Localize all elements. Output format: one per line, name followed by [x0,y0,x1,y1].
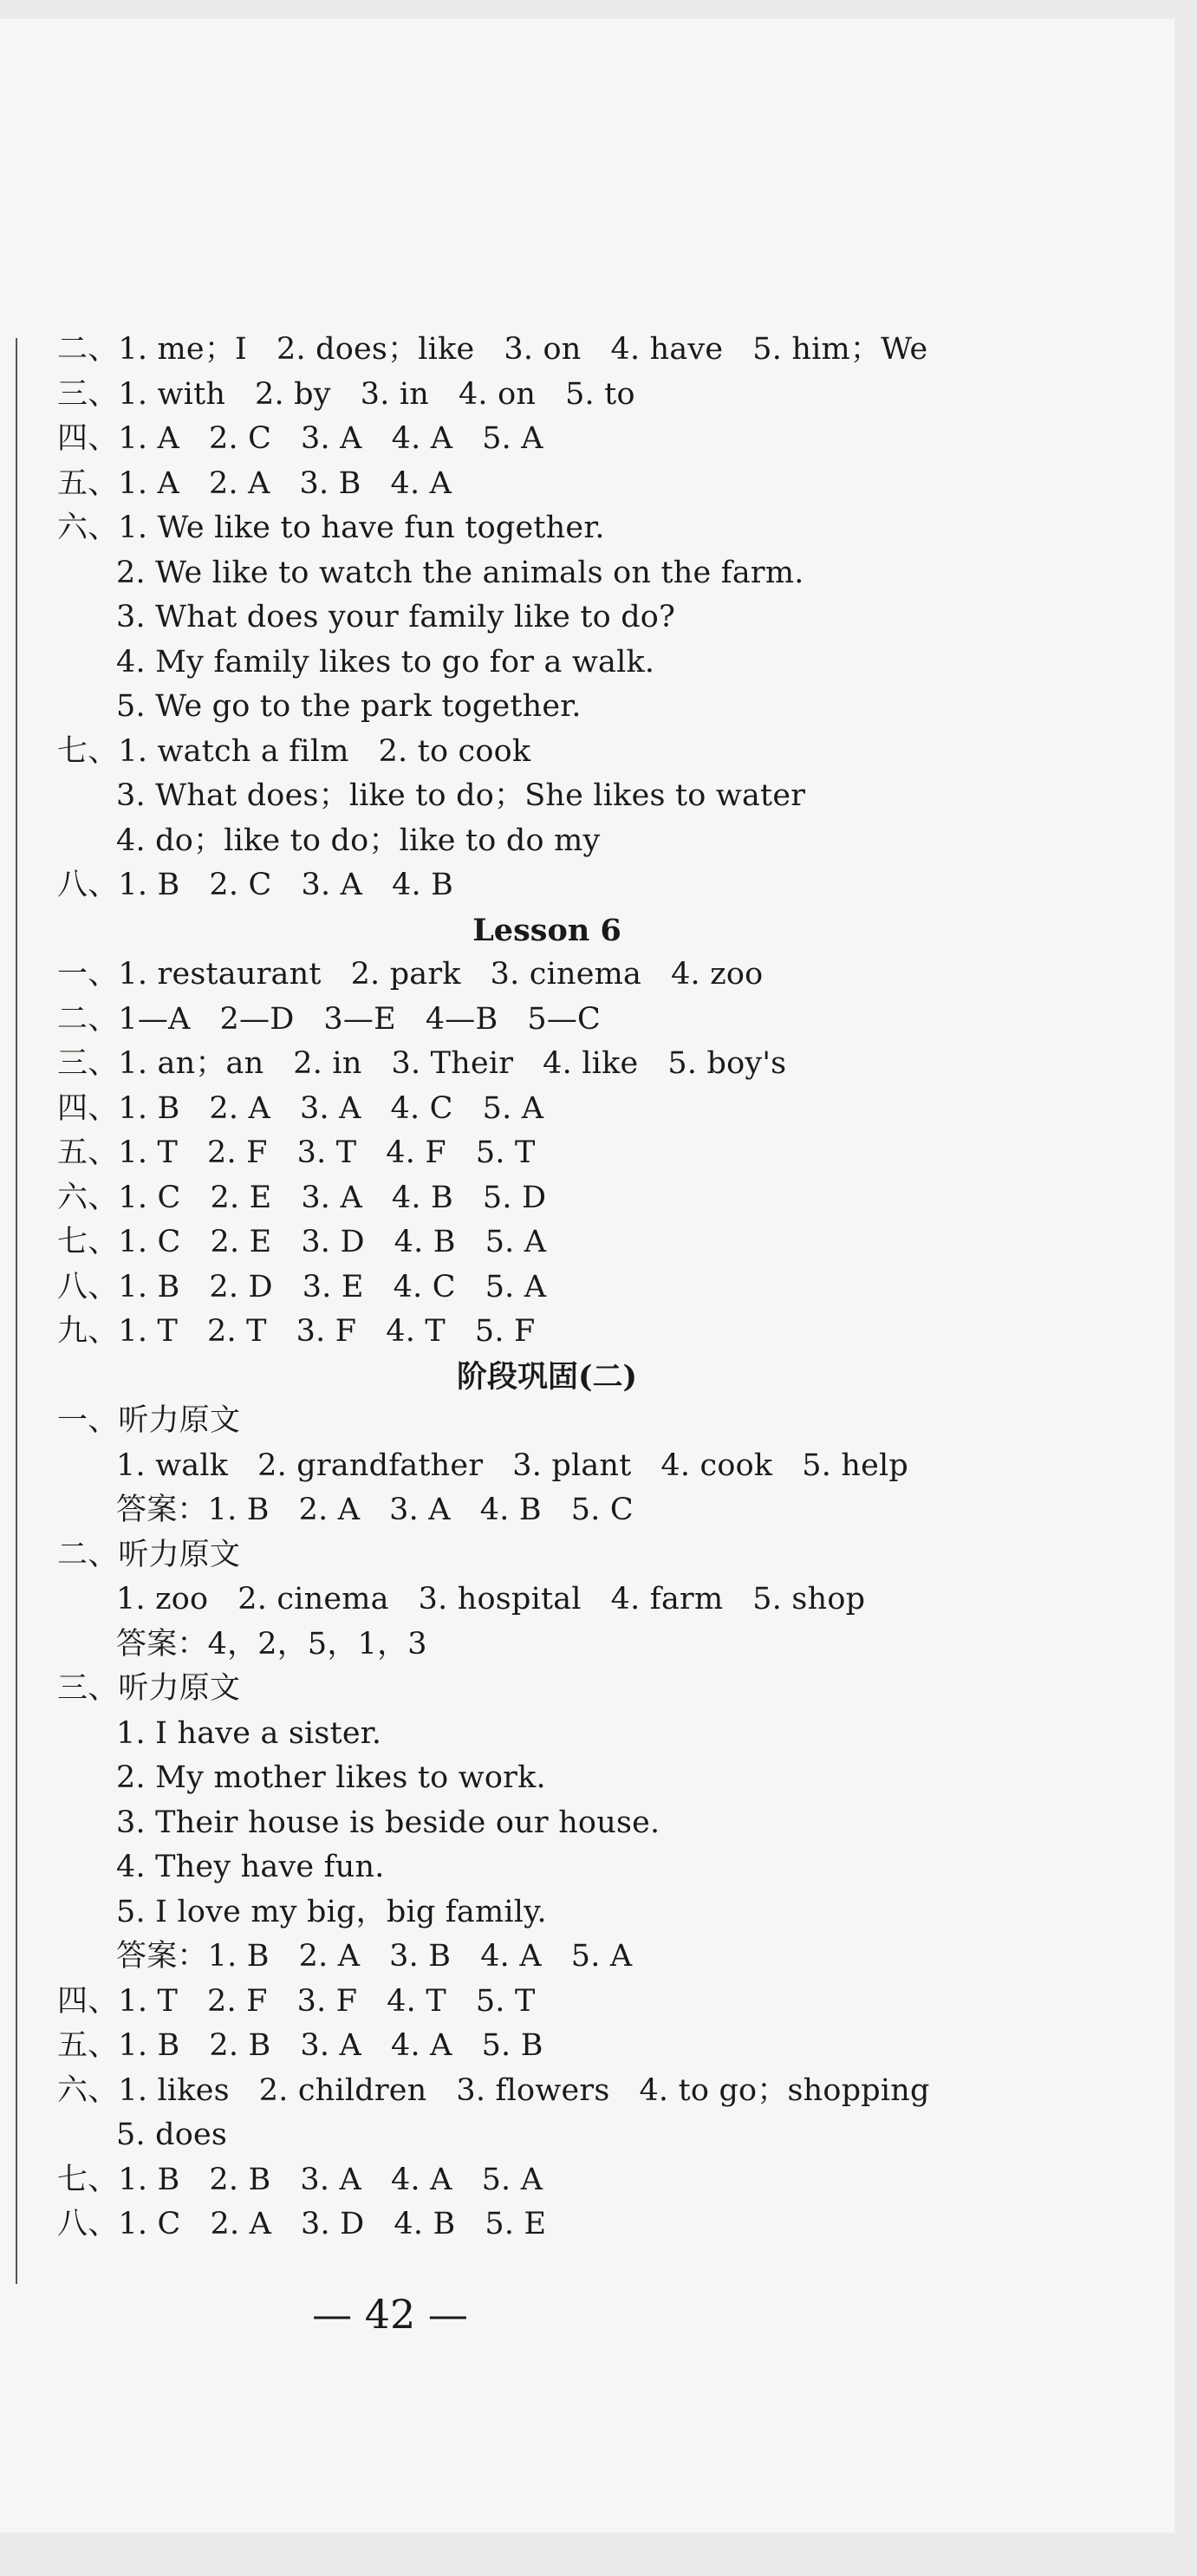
answer-line: 答案：1. B 2. A 3. A 4. B 5. C [116,1493,634,1527]
answer-line: 四、1. T 2. F 3. F 4. T 5. T [57,1983,536,2019]
answer-line: 七、1. C 2. E 3. D 4. B 5. A [57,1225,547,1259]
answer-line: 4. My family likes to go for a walk. [116,644,655,680]
binding-rule [16,338,17,2284]
answer-line: 四、1. B 2. A 3. A 4. C 5. A [57,1090,544,1126]
answer-line: 1. I have a sister. [116,1715,382,1751]
answer-line: 三、1. an；an 2. in 3. Their 4. like 5. boy's [57,1046,787,1081]
section-heading: 阶段巩固(二) [456,1358,638,1395]
answer-line: 1. zoo 2. cinema 3. hospital 4. farm 5. shop [116,1582,866,1617]
answer-line: 八、1. B 2. C 3. A 4. B [57,868,454,902]
answer-key-content [57,328,1123,2247]
answer-line: 五、1. B 2. B 3. A 4. A 5. B [57,2028,543,2063]
answer-line: 八、1. B 2. D 3. E 4. C 5. A [57,1269,547,1304]
answer-line: 八、1. C 2. A 3. D 4. B 5. E [57,2207,547,2241]
answer-line: 2. My mother likes to work. [116,1760,546,1795]
answer-line: 4. do；like to do；like to do my [116,823,601,858]
answer-line: 一、听力原文 [57,1403,241,1438]
answer-line: 5. We go to the park together. [116,689,582,724]
page-number: — 42 — [312,2291,468,2338]
answer-line: 七、1. watch a film 2. to cook [57,733,531,769]
answer-line: 七、1. B 2. B 3. A 4. A 5. A [57,2162,543,2197]
answer-line: 二、1—A 2—D 3—E 4—B 5—C [57,1001,602,1037]
answer-line: 3. What does；like to do；She likes to water [116,778,806,813]
answer-line: 3. What does your family like to do? [116,600,676,634]
answer-line: 五、1. A 2. A 3. B 4. A [57,465,452,501]
answer-line: 四、1. A 2. C 3. A 4. A 5. A [57,421,543,456]
answer-line: 2. We like to watch the animals on the farm. [116,555,804,590]
answer-line: 5. does [116,2117,228,2152]
answer-line: 3. Their house is beside our house. [116,1805,660,1840]
answer-line: 答案：1. B 2. A 3. B 4. A 5. A [116,1939,633,1974]
answer-line: 4. They have fun. [116,1850,385,1884]
answer-line: 二、听力原文 [57,1537,241,1572]
answer-line: 六、1. We like to have fun together. [57,511,605,545]
answer-line: 六、1. C 2. E 3. A 4. B 5. D [57,1180,547,1215]
answer-line: 六、1. likes 2. children 3. flowers 4. to go；shopping [57,2072,930,2108]
answer-line: 5. I love my big，big family. [116,1894,547,1929]
answer-line: 二、1. me；I 2. does；like 3. on 4. have 5. him；We [57,332,928,367]
answer-line: 答案：4，2，5，1，3 [116,1626,427,1662]
answer-line: 1. walk 2. grandfather 3. plant 4. cook 5. help [116,1447,909,1483]
answer-line: 三、听力原文 [57,1671,241,1706]
answer-line: 九、1. T 2. T 3. F 4. T 5. F [57,1314,536,1349]
answer-line: 五、1. T 2. F 3. T 4. F 5. T [57,1135,536,1170]
answer-line: 一、1. restaurant 2. park 3. cinema 4. zoo [57,957,764,992]
section-heading: Lesson 6 [472,912,621,948]
answer-line: 三、1. with 2. by 3. in 4. on 5. to [57,376,635,412]
